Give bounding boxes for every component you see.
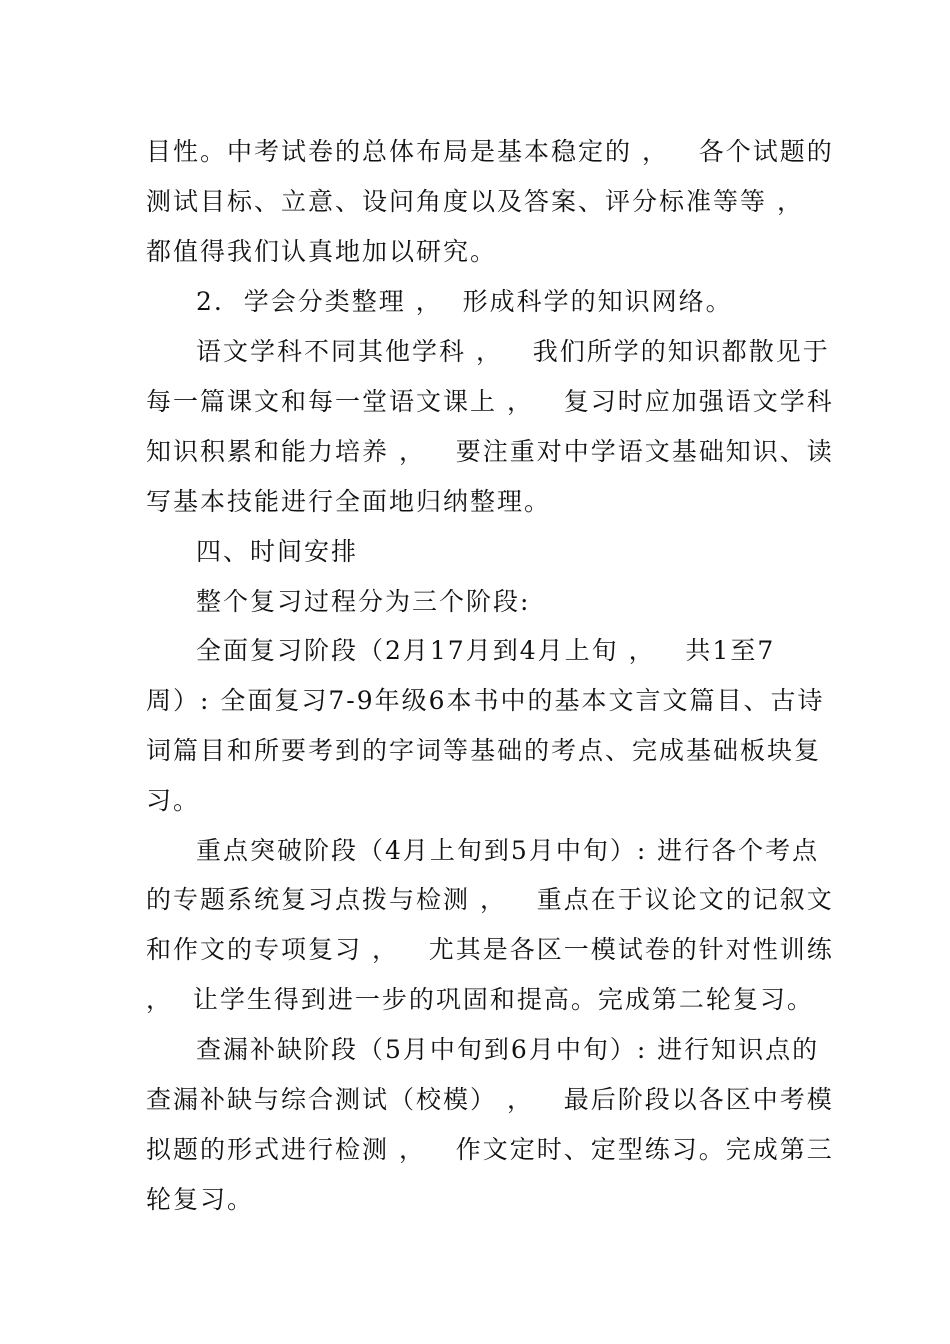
text-line: 每一篇课文和每一堂语文课上 ， 复习时应加强语文学科 bbox=[146, 387, 834, 416]
text-line: 整个复习过程分为三个阶段: bbox=[196, 587, 531, 616]
text-line: 的专题系统复习点拨与检测 ， 重点在于议论文的记叙文 bbox=[146, 885, 834, 914]
section-heading: 2. 学会分类整理 ， 形成科学的知识网络。 bbox=[196, 287, 733, 316]
text-line: 写基本技能进行全面地归纳整理。 bbox=[146, 487, 552, 516]
text-line: 语文学科不同其他学科 ， 我们所学的知识都散见于 bbox=[196, 337, 830, 366]
text-line: 都值得我们认真地加以研究。 bbox=[146, 237, 498, 266]
text-line: 测试目标、立意、设问角度以及答案、评分标准等等 ， bbox=[146, 187, 804, 216]
text-line: 词篇目和所要考到的字词等基础的考点、完成基础板块复 bbox=[146, 736, 822, 765]
text-line: ， 让学生得到进一步的巩固和提高。完成第二轮复习。 bbox=[146, 985, 814, 1014]
text-line: 知识积累和能力培养 ， 要注重对中学语文基础知识、读 bbox=[146, 437, 834, 466]
text-line: 目性。中考试卷的总体布局是基本稳定的 ， 各个试题的 bbox=[146, 137, 834, 166]
text-line: 重点突破阶段（4月上旬到5月中旬）: 进行各个考点 bbox=[196, 836, 820, 865]
text-line: 周）: 全面复习7-9年级6本书中的基本文言文篇目、古诗 bbox=[146, 686, 825, 715]
text-line: 拟题的形式进行检测 ， 作文定时、定型练习。完成第三 bbox=[146, 1135, 834, 1164]
text-line: 和作文的专项复习 ， 尤其是各区一模试卷的针对性训练 bbox=[146, 935, 834, 964]
text-line: 查漏补缺阶段（5月中旬到6月中旬）: 进行知识点的 bbox=[196, 1035, 820, 1064]
text-line: 习。 bbox=[146, 786, 201, 815]
section-heading: 四、时间安排 bbox=[196, 537, 359, 566]
text-line: 轮复习。 bbox=[146, 1185, 255, 1214]
text-line: 查漏补缺与综合测试（校模） ， 最后阶段以各区中考模 bbox=[146, 1085, 834, 1114]
text-line: 全面复习阶段（2月17月到4月上旬 ， 共1至7 bbox=[196, 636, 776, 665]
